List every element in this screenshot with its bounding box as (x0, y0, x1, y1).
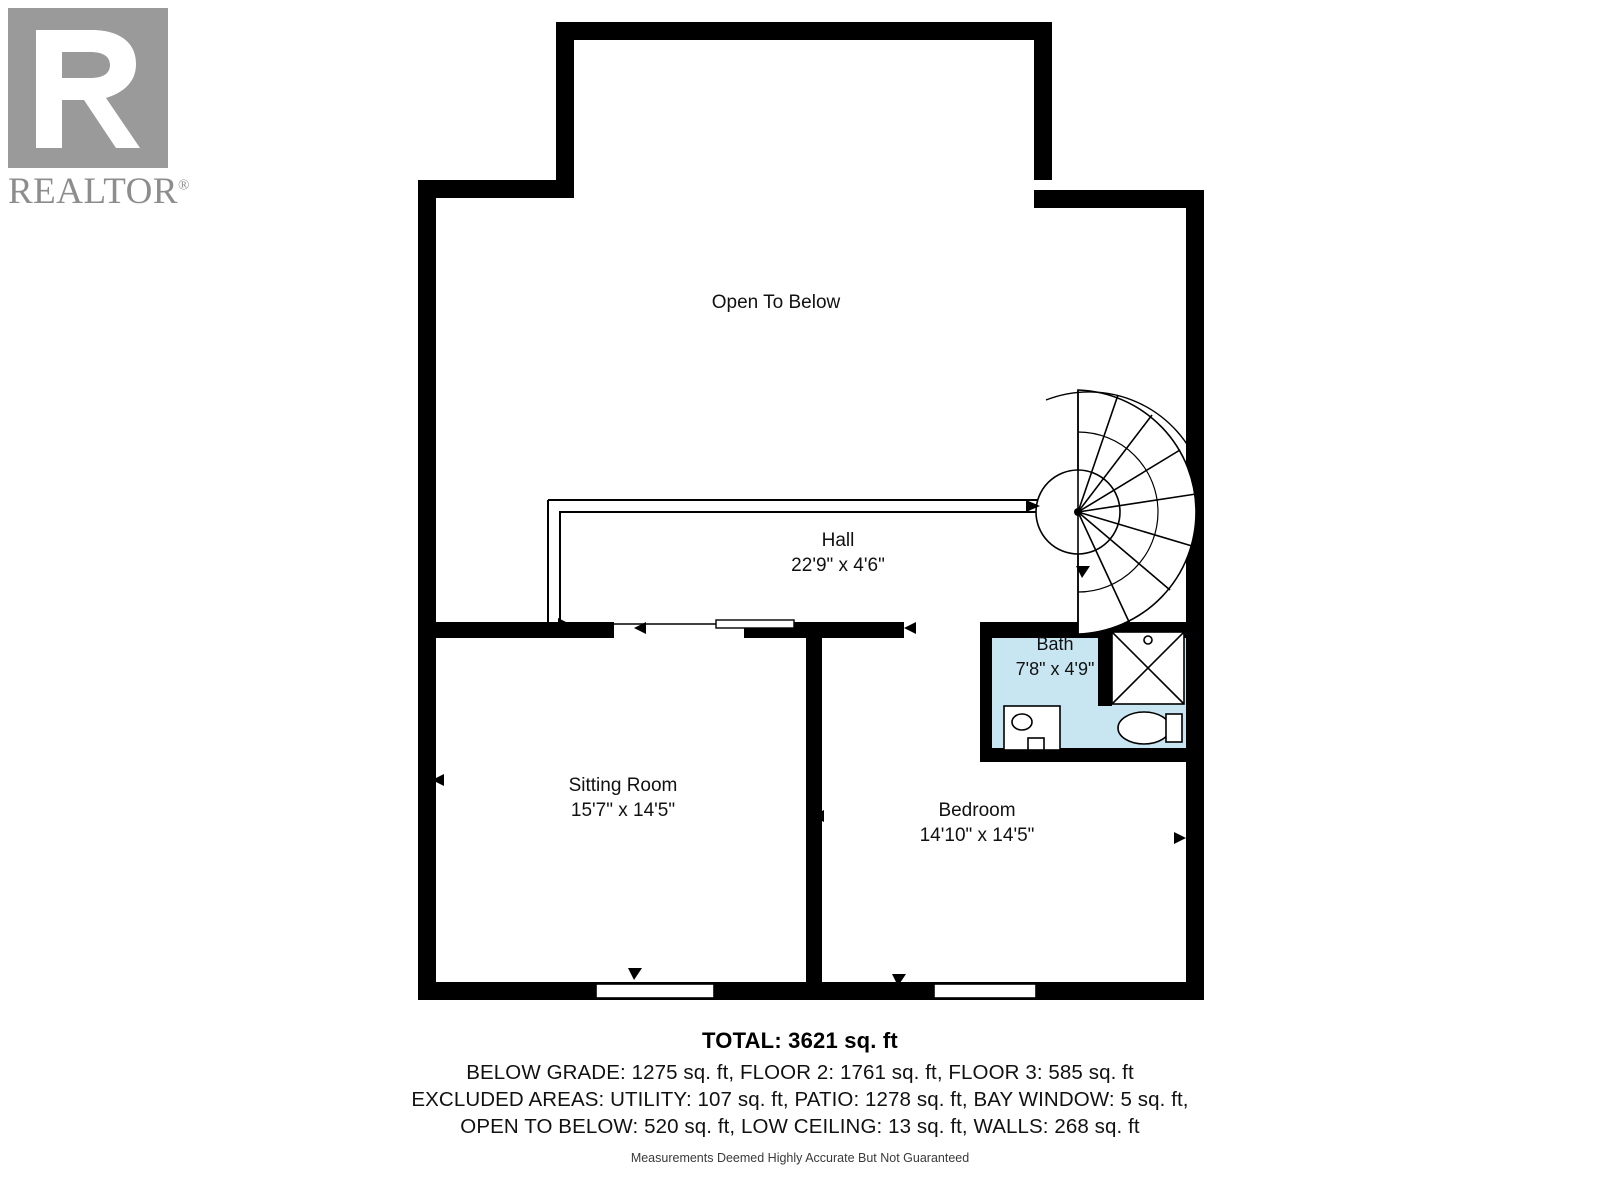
room-label-bath (1016, 632, 1095, 682)
room-name: Sitting Room (568, 775, 678, 796)
area-breakdown-line-3: OPEN TO BELOW: 520 sq. ft, LOW CEILING: 13 sq. ft, WALLS: 268 sq. ft (460, 1115, 1140, 1138)
room-dimensions: 14'10" x 14'5" (919, 825, 1035, 846)
room-dimensions: 15'7" x 14'5" (570, 800, 676, 821)
room-dimensions: 7'8" x 4'9" (1015, 659, 1095, 679)
total-area: TOTAL: 3621 sq. ft (702, 1028, 898, 1053)
room-label-sitting-room (569, 773, 678, 823)
realtor-wordmark-text: REALTOR (8, 171, 179, 212)
room-name: Hall (821, 530, 855, 551)
area-summary (0, 1028, 1600, 1165)
room-name: Bath (1036, 634, 1074, 654)
spiral-staircase-icon (1036, 390, 1200, 634)
room-dimensions: 22'9" x 4'6" (791, 555, 885, 576)
room-label-hall (791, 528, 885, 578)
measurement-disclaimer: Measurements Deemed Highly Accurate But Not Guaranteed (630, 1151, 970, 1165)
room-label-bedroom (920, 798, 1035, 848)
room-name: Bedroom (938, 800, 1016, 821)
area-breakdown-line-2: EXCLUDED AREAS: UTILITY: 107 sq. ft, PATIO: 1278 sq. ft, BAY WINDOW: 5 sq. ft, (411, 1088, 1189, 1111)
registered-mark: ® (178, 177, 190, 194)
room-name: Open To Below (711, 292, 841, 313)
area-breakdown-line-1: BELOW GRADE: 1275 sq. ft, FLOOR 2: 1761 sq. ft, FLOOR 3: 585 sq. ft (466, 1061, 1134, 1084)
room-label-open-to-below (712, 290, 841, 315)
